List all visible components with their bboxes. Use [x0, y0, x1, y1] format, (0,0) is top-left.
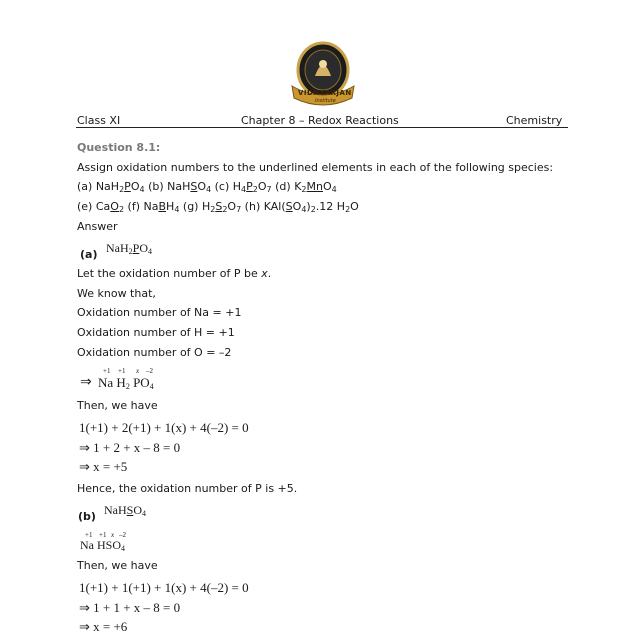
- species-f: NaBH$_4$: [143, 200, 180, 214]
- header-subject: Chemistry: [506, 114, 563, 127]
- part-a-ox-label-o: –2: [146, 367, 153, 375]
- part-b-ox-formula: Na $HSO_4$: [80, 538, 126, 553]
- part-b-equation-2: ⇒ 1 + 1 + x – 8 = 0: [79, 600, 181, 615]
- species-d: $K_2MnO_4$: [294, 180, 337, 194]
- part-a-equation-3: ⇒ x = +5: [79, 459, 128, 474]
- part-a-then: Then, we have: [77, 399, 158, 412]
- part-a-equation-2: ⇒ 1 + 2 + x – 8 = 0: [79, 440, 181, 455]
- part-a-label: (a): [80, 248, 98, 261]
- part-b-ox-label-h: +1: [99, 531, 107, 539]
- label-g: (g): [179, 200, 202, 213]
- answer-label: Answer: [77, 220, 118, 233]
- species-a: $NaH_2PO_4$: [95, 180, 145, 194]
- header-class: Class XI: [77, 114, 121, 127]
- part-a-ox-na: Oxidation number of Na = +1: [77, 306, 242, 319]
- logo-name: VIDHYARJAN: [298, 89, 352, 97]
- species-e: CaO$_2$: [95, 200, 125, 214]
- part-b-ox-label-na: +1: [85, 531, 93, 539]
- part-b-ox-label-s: x: [111, 531, 115, 539]
- part-a-let: Let the oxidation number of P be x.: [77, 267, 272, 280]
- question-text: Assign oxidation numbers to the underlined elements in each of the following species:: [77, 161, 554, 174]
- species-g: $H_2S_2O_7$: [201, 200, 242, 214]
- part-b-ox-label-o: –2: [119, 531, 126, 539]
- species-b: NaHSO$_4$: [167, 180, 212, 194]
- species-c: $H_4P_2O_7$: [232, 180, 272, 194]
- part-a-formula: $NaH_2PO_4$: [106, 241, 153, 256]
- label-b: (b): [144, 180, 168, 193]
- part-b-then: Then, we have: [77, 559, 158, 572]
- question-line-2: [77, 200, 359, 213]
- part-b-formula: NaHSO$_4$: [104, 503, 147, 518]
- institute-logo: [282, 40, 364, 112]
- label-a: (a): [77, 180, 96, 193]
- part-b-label: (b): [78, 510, 96, 523]
- part-a-ox-h: Oxidation number of H = +1: [77, 326, 235, 339]
- label-d: (d): [271, 180, 295, 193]
- part-a-ox-o: Oxidation number of O = –2: [77, 346, 232, 359]
- species-h: $KAl(SO_4)_2.12$ $H_2O$: [263, 200, 359, 214]
- part-a-arrow: ⇒: [80, 375, 92, 390]
- part-a-equation-1: 1(+1) + 2(+1) + 1(x) + 4(–2) = 0: [79, 420, 249, 435]
- logo-tagline: Institute: [315, 98, 336, 104]
- question-line-1: [77, 180, 337, 193]
- question-title: Question 8.1:: [77, 141, 161, 154]
- part-b-equation-1: 1(+1) + 1(+1) + 1(x) + 4(–2) = 0: [79, 580, 249, 595]
- part-a-conclusion: Hence, the oxidation number of P is +5.: [77, 482, 298, 495]
- part-a-ox-label-p: x: [136, 367, 140, 375]
- label-e: (e): [77, 200, 96, 213]
- part-a-ox-label-na: +1: [103, 367, 111, 375]
- part-a-ox-label-h: +1: [118, 367, 126, 375]
- part-a-know: We know that,: [77, 287, 156, 300]
- header-chapter: Chapter 8 – Redox Reactions: [241, 114, 399, 127]
- part-a-ox-formula: Na $H_2$ $PO_4$: [98, 375, 154, 391]
- label-f: (f): [124, 200, 144, 213]
- header-rule: [76, 127, 568, 128]
- part-b-equation-3: ⇒ x = +6: [79, 619, 128, 634]
- label-c: (c): [211, 180, 233, 193]
- label-h: (h): [241, 200, 264, 213]
